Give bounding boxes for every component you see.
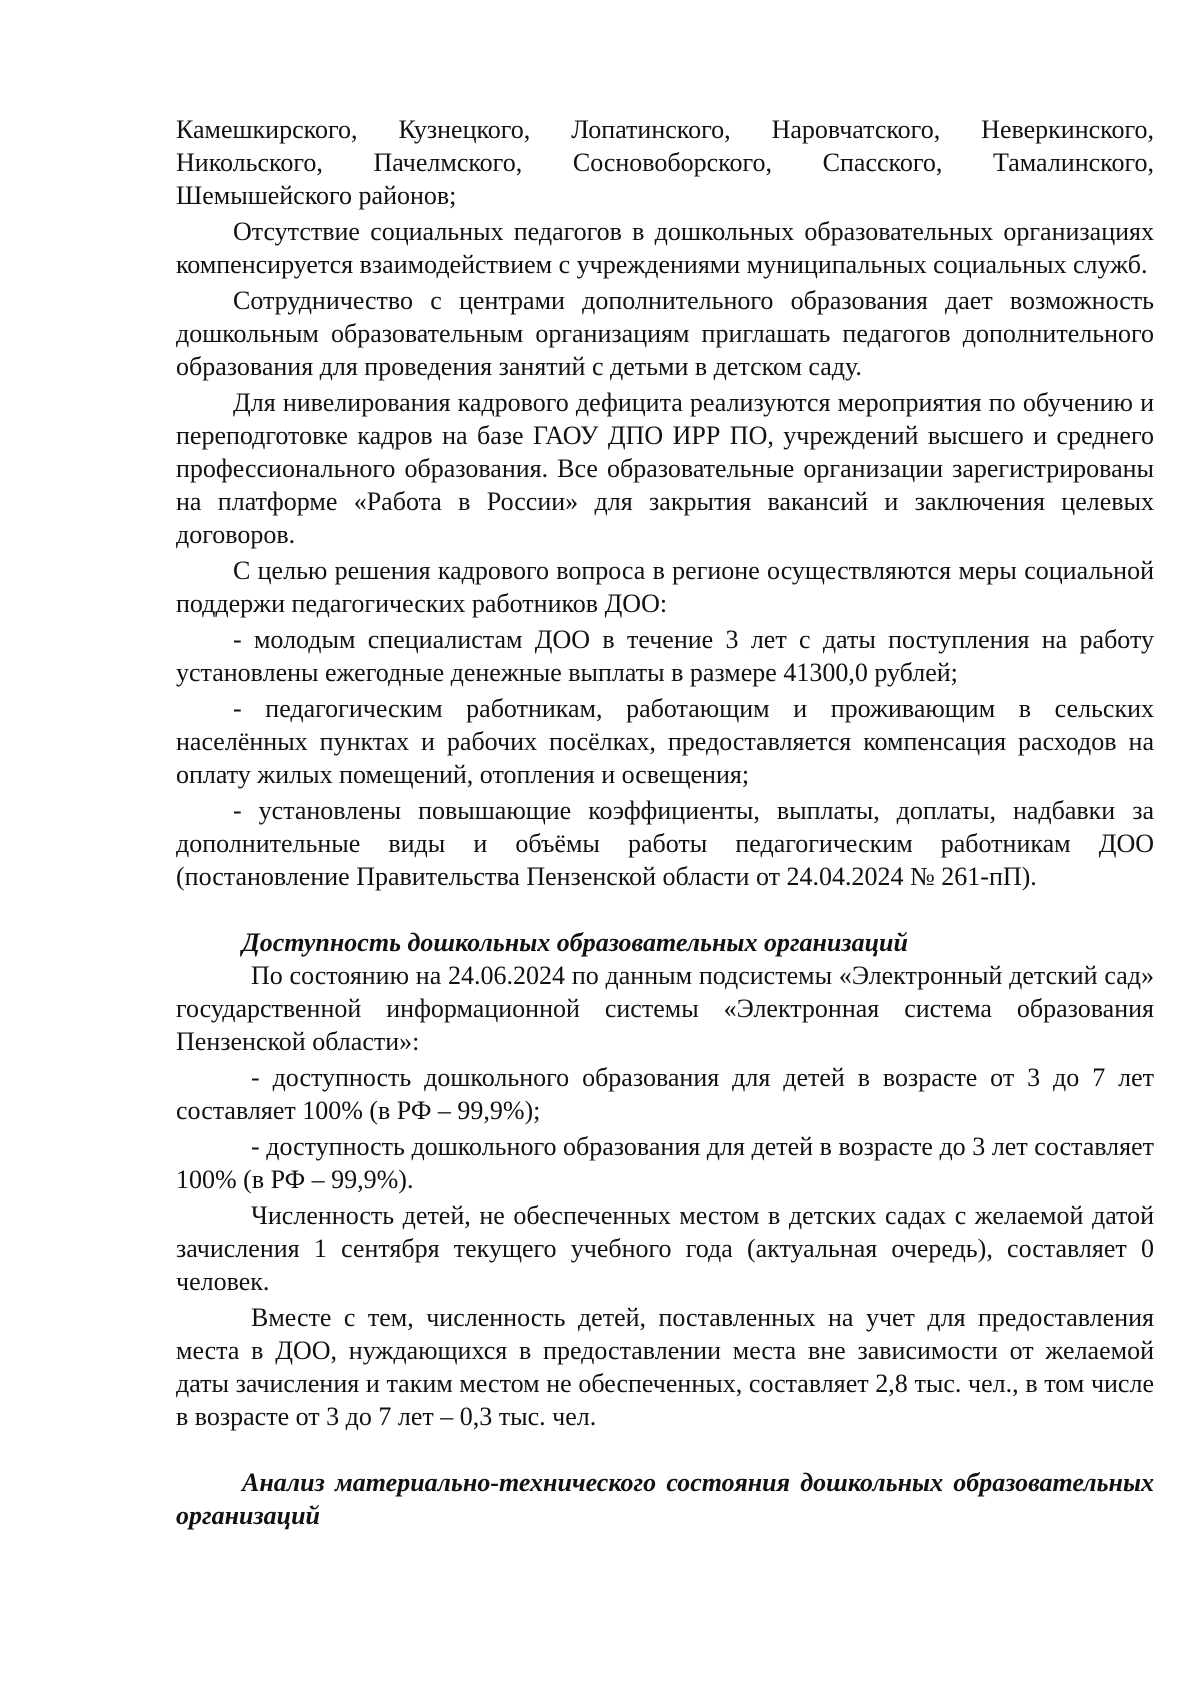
paragraph-additional-education: Сотрудничество с центрами дополнительного образования дает возможность дошкольным образовательным организациям приглашать педагогов дополнительного образования для проведения занятий с детьми в детском саду.: [176, 286, 1154, 381]
paragraph-actual-queue: Численность детей, не обеспеченных местом в детских садах с желаемой датой зачисления 1 сентября текущего учебного года (актуальная очередь), составляет 0 человек.: [176, 1201, 1154, 1296]
paragraph-districts-list: Камешкирского, Кузнецкого, Лопатинского, Наровчатского, Неверкинского, Никольского, Пачелмского, Сосновоборского, Спасского, Тамалинского, Шемышейского районов;: [176, 115, 1154, 210]
list-item-accessibility-3-7: - доступность дошкольного образования для детей в возрасте от 3 до 7 лет составляет 100% (в РФ – 99,9%);: [176, 1063, 1154, 1125]
list-item-young-specialists: - молодым специалистам ДОО в течение 3 лет с даты поступления на работу установлены ежегодные денежные выплаты в размере 41300,0 рублей;: [176, 625, 1154, 687]
document-body: [176, 113, 1154, 1532]
list-item-coefficients: - установлены повышающие коэффициенты, выплаты, доплаты, надбавки за дополнительные виды и объёмы работы педагогическим работникам ДОО (постановление Правительства Пензенской области от 24.04.2024 № 261-пП).: [176, 796, 1154, 891]
section-heading-accessibility: Доступность дошкольных образовательных организаций: [242, 928, 908, 957]
section-heading-material: Анализ материально-технического состояния дошкольных образовательных организаций: [176, 1468, 1154, 1530]
list-item-accessibility-under-3: - доступность дошкольного образования для детей в возрасте до 3 лет составляет 100% (в РФ – 99,9%).: [176, 1132, 1154, 1194]
paragraph-staff-deficit: Для нивелирования кадрового дефицита реализуются мероприятия по обучению и переподготовке кадров на базе ГАОУ ДПО ИРР ПО, учреждений высшего и среднего профессионального образования. Все образовательные организации зарегистрированы на платформе «Работа в России» для закрытия вакансий и заключения целевых договоров.: [176, 388, 1154, 549]
paragraph-social-support: С целью решения кадрового вопроса в регионе осуществляются меры социальной поддержи педагогических работников ДОО:: [176, 556, 1154, 618]
paragraph-status-date: По состоянию на 24.06.2024 по данным подсистемы «Электронный детский сад» государственной информационной системы «Электронная система образования Пензенской области»:: [176, 961, 1154, 1056]
list-item-rural-compensation: - педагогическим работникам, работающим и проживающим в сельских населённых пунктах и рабочих посёлках, предоставляется компенсация расходов на оплату жилых помещений, отопления и освещения;: [176, 694, 1154, 789]
paragraph-social-pedagogues: Отсутствие социальных педагогов в дошкольных образовательных организациях компенсируется взаимодействием с учреждениями муниципальных социальных служб.: [176, 217, 1154, 279]
paragraph-registered-children: Вместе с тем, численность детей, поставленных на учет для предоставления места в ДОО, нуждающихся в предоставлении места вне зависимости от желаемой даты зачисления и таким местом не обеспеченных, составляет 2,8 тыс. чел., в том числе в возрасте от 3 до 7 лет – 0,3 тыс. чел.: [176, 1303, 1154, 1431]
